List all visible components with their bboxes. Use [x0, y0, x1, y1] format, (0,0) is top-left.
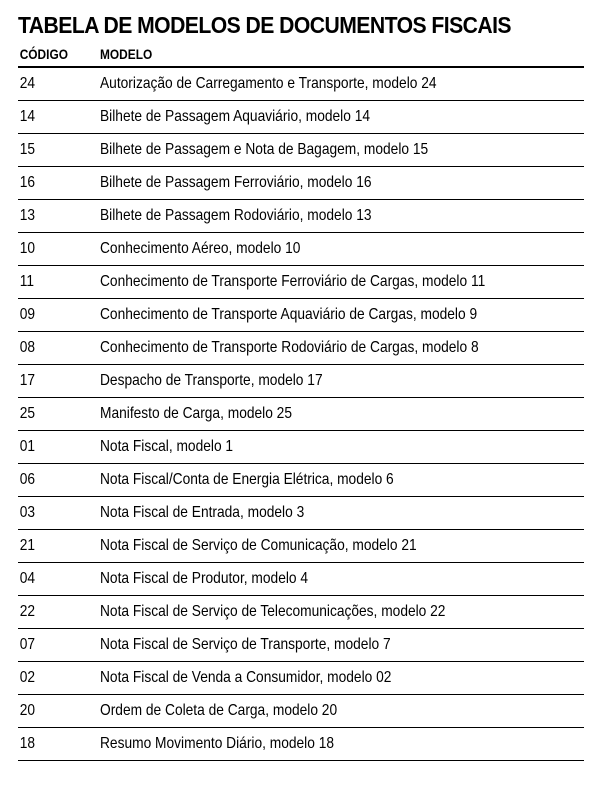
column-header-model: MODELO	[100, 46, 153, 62]
table-row	[18, 101, 584, 134]
row-model: Ordem de Coleta de Carga, modelo 20	[100, 702, 338, 719]
row-model: Resumo Movimento Diário, modelo 18	[100, 735, 335, 752]
row-model: Nota Fiscal de Serviço de Comunicação, modelo 21	[100, 537, 417, 554]
row-model: Nota Fiscal/Conta de Energia Elétrica, modelo 6	[100, 471, 394, 488]
row-model: Nota Fiscal de Entrada, modelo 3	[100, 504, 305, 521]
row-code: 11	[19, 273, 35, 290]
row-model: Conhecimento de Transporte Aquaviário de Cargas, modelo 9	[100, 306, 478, 323]
row-code: 24	[19, 75, 36, 92]
row-model: Conhecimento de Transporte Rodoviário de Cargas, modelo 8	[100, 339, 479, 356]
row-code: 20	[19, 702, 36, 719]
row-code: 03	[19, 504, 36, 521]
row-code: 17	[19, 372, 36, 389]
table-row	[18, 332, 584, 365]
table-row	[18, 596, 584, 629]
page-title: TABELA DE MODELOS DE DOCUMENTOS FISCAIS	[18, 12, 512, 38]
row-code: 21	[19, 537, 36, 554]
row-model: Conhecimento de Transporte Ferroviário de Cargas, modelo 11	[100, 273, 486, 290]
document-page	[18, 8, 584, 761]
table-body	[18, 68, 584, 761]
row-code: 10	[19, 240, 36, 257]
row-model: Nota Fiscal, modelo 1	[100, 438, 234, 455]
row-model: Nota Fiscal de Serviço de Transporte, modelo 7	[100, 636, 391, 653]
table-row	[18, 497, 584, 530]
table-row	[18, 134, 584, 167]
table-row	[18, 728, 584, 761]
row-model: Nota Fiscal de Venda a Consumidor, modelo 02	[100, 669, 392, 686]
table-header-row	[18, 42, 584, 68]
row-code: 08	[19, 339, 36, 356]
row-code: 02	[19, 669, 36, 686]
row-code: 22	[19, 603, 36, 620]
row-model: Bilhete de Passagem Aquaviário, modelo 14	[100, 108, 371, 125]
table-row	[18, 167, 584, 200]
row-model: Nota Fiscal de Produtor, modelo 4	[100, 570, 309, 587]
row-model: Conhecimento Aéreo, modelo 10	[100, 240, 301, 257]
row-model: Bilhete de Passagem Ferroviário, modelo 16	[100, 174, 372, 191]
fiscal-models-table	[18, 42, 584, 761]
table-row	[18, 266, 584, 299]
table-row	[18, 662, 584, 695]
table-row	[18, 233, 584, 266]
row-code: 15	[19, 141, 36, 158]
table-row	[18, 200, 584, 233]
row-model: Manifesto de Carga, modelo 25	[100, 405, 292, 422]
row-code: 07	[19, 636, 36, 653]
table-row	[18, 398, 584, 431]
row-code: 09	[19, 306, 36, 323]
row-code: 14	[19, 108, 36, 125]
row-model: Despacho de Transporte, modelo 17	[100, 372, 323, 389]
row-model: Autorização de Carregamento e Transporte, modelo 24	[100, 75, 437, 92]
table-row	[18, 68, 584, 101]
row-code: 01	[19, 438, 36, 455]
row-model: Bilhete de Passagem e Nota de Bagagem, modelo 15	[100, 141, 429, 158]
table-row	[18, 629, 584, 662]
table-row	[18, 431, 584, 464]
table-row	[18, 365, 584, 398]
row-model: Bilhete de Passagem Rodoviário, modelo 13	[100, 207, 372, 224]
row-model: Nota Fiscal de Serviço de Telecomunicações, modelo 22	[100, 603, 446, 620]
row-code: 13	[19, 207, 36, 224]
row-code: 16	[19, 174, 36, 191]
table-row	[18, 299, 584, 332]
table-row	[18, 464, 584, 497]
row-code: 04	[19, 570, 36, 587]
column-header-code: CÓDIGO	[19, 46, 68, 62]
row-code: 25	[19, 405, 36, 422]
table-row	[18, 530, 584, 563]
table-row	[18, 563, 584, 596]
row-code: 06	[19, 471, 36, 488]
row-code: 18	[19, 735, 36, 752]
table-row	[18, 695, 584, 728]
